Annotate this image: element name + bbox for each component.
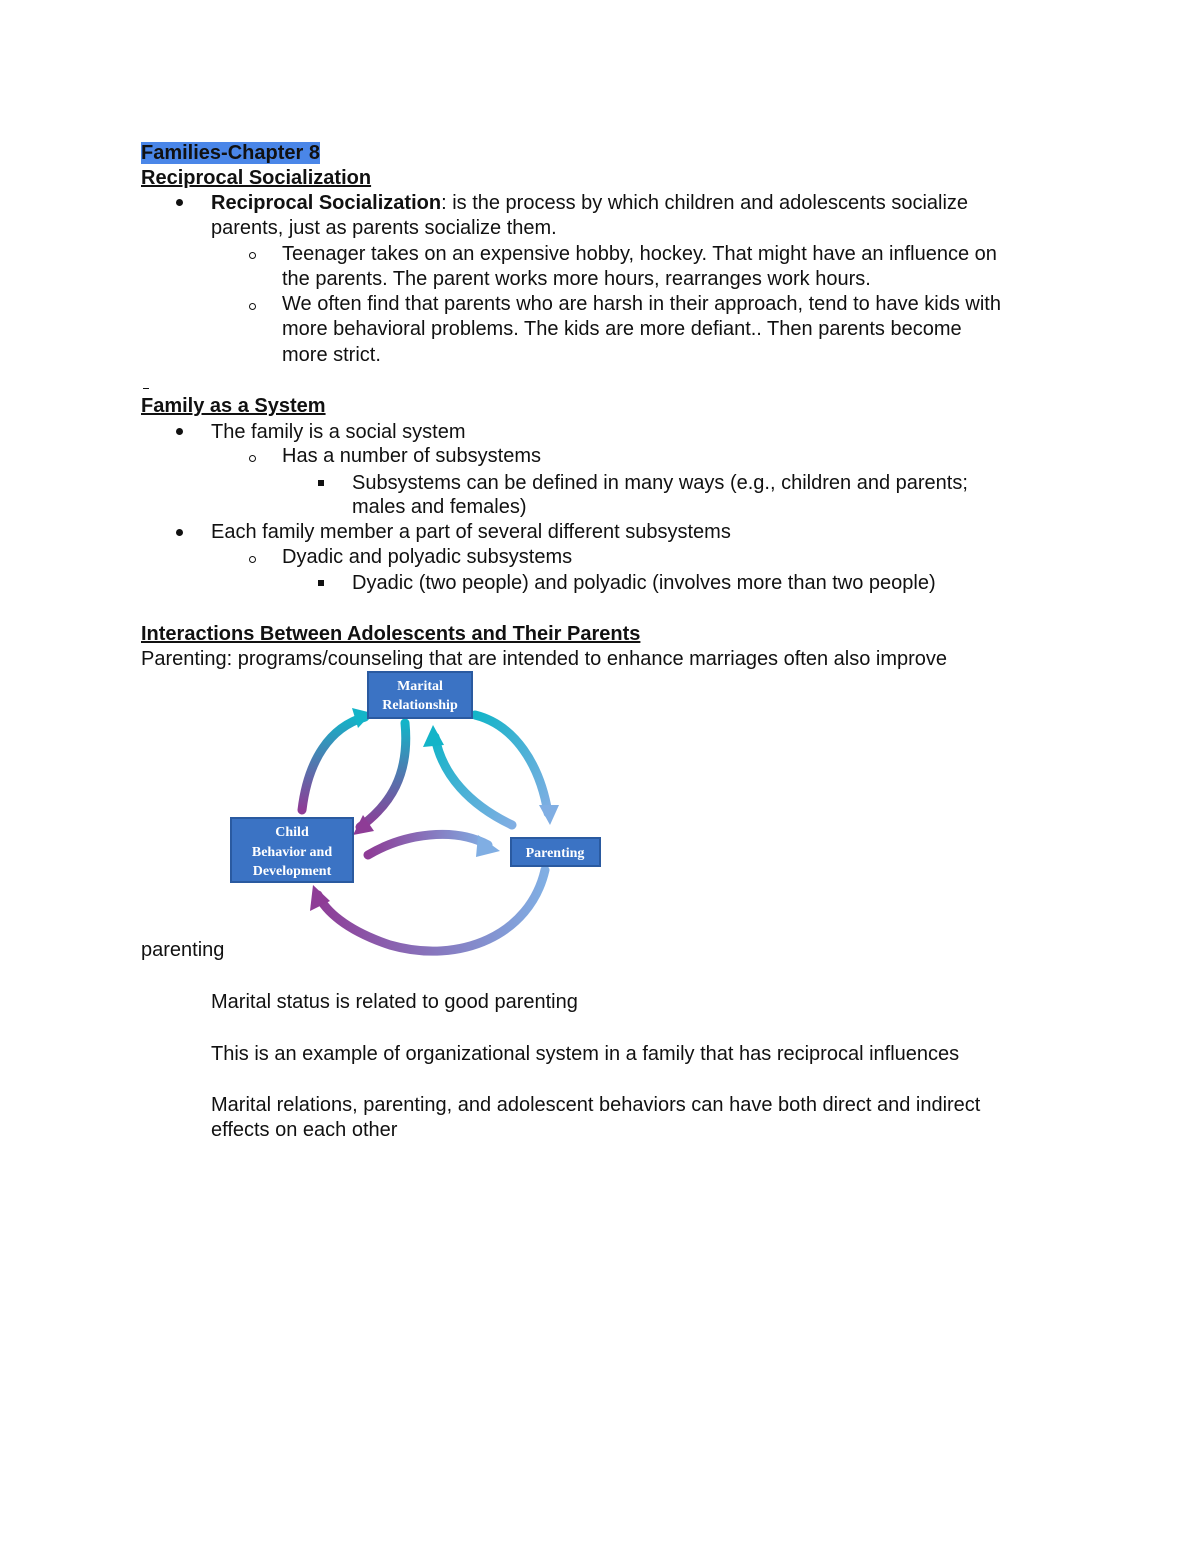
bullet-circle (249, 303, 256, 310)
bullet-square (318, 580, 324, 586)
bullet-circle (249, 556, 256, 563)
highlighted-title: Families-Chapter 8 (141, 142, 320, 164)
reciprocal-definition-line2: parents, just as parents socialize them. (211, 217, 557, 239)
system-bullet-2-sub: Dyadic and polyadic subsystems (282, 546, 573, 568)
arrowhead (423, 725, 444, 747)
child-label-2: Behavior and (251, 845, 333, 860)
interactions-para-1: Marital status is related to good parenting (211, 991, 578, 1013)
marital-label-1: Marital (397, 679, 443, 694)
section-heading-system: Family as a System (141, 395, 326, 417)
marital-label-2: Relationship (382, 698, 458, 713)
system-bullet-1-subsub-line2: males and females) (352, 496, 527, 518)
child-label-1: Child (275, 825, 309, 840)
system-bullet-1-subsub-line1: Subsystems can be defined in many ways (e.g., children and parents; (352, 472, 968, 494)
parenting-label: Parenting (525, 846, 585, 861)
child-label-3: Development (252, 864, 332, 879)
arrowhead (539, 805, 559, 825)
system-bullet-1: The family is a social system (211, 421, 466, 443)
example-harsh-line1: We often find that parents who are harsh in their approach, tend to have kids with (282, 293, 1001, 315)
arrow-child-to-parenting (368, 834, 488, 855)
definition-term: Reciprocal Socialization (211, 192, 442, 214)
reciprocal-definition (211, 191, 968, 216)
example-hockey-line1: Teenager takes on an expensive hobby, hockey. That might have an influence on (282, 243, 997, 265)
definition-text: : is the process by which children and adolescents socialize (441, 192, 969, 214)
arrow-parenting-to-marital (435, 737, 512, 825)
section-heading-reciprocal: Reciprocal Socialization (141, 167, 372, 189)
system-bullet-2: Each family member a part of several different subsystems (211, 521, 731, 543)
arrow-child-to-marital (302, 717, 365, 810)
parenting-box (511, 838, 600, 866)
arrow-marital-to-parenting (475, 715, 548, 813)
marital-relationship-box (368, 672, 472, 718)
interactions-para-3-line1: Marital relations, parenting, and adolescent behaviors can have both direct and indirect (211, 1094, 981, 1116)
bullet-dot (176, 199, 183, 206)
bullet-square (318, 480, 324, 486)
example-harsh-line3: more strict. (282, 344, 381, 366)
interactions-line2: parenting (141, 939, 225, 961)
child-behavior-box (231, 818, 353, 882)
arrowhead (476, 835, 500, 857)
section-heading-interactions: Interactions Between Adolescents and Their Parents (141, 623, 641, 645)
example-hockey-line2: the parents. The parent works more hours, rearranges work hours. (282, 268, 871, 290)
bullet-dot (176, 428, 183, 435)
arrow-marital-to-child (360, 723, 406, 827)
interactions-line1: Parenting: programs/counseling that are intended to enhance marriages often also improve (141, 648, 948, 670)
interactions-para-3-line2: effects on each other (211, 1119, 398, 1141)
interactions-para-2: This is an example of organizational system in a family that has reciprocal influences (211, 1043, 960, 1065)
stray-underline (143, 388, 149, 389)
bullet-circle (249, 252, 256, 259)
example-harsh-line2: more behavioral problems. The kids are more defiant.. Then parents become (282, 318, 962, 340)
document-title (141, 141, 320, 166)
system-bullet-2-subsub: Dyadic (two people) and polyadic (involves more than two people) (352, 572, 936, 594)
system-bullet-1-sub: Has a number of subsystems (282, 445, 541, 467)
bullet-circle (249, 455, 256, 462)
bullet-dot (176, 529, 183, 536)
family-system-diagram (220, 665, 620, 965)
